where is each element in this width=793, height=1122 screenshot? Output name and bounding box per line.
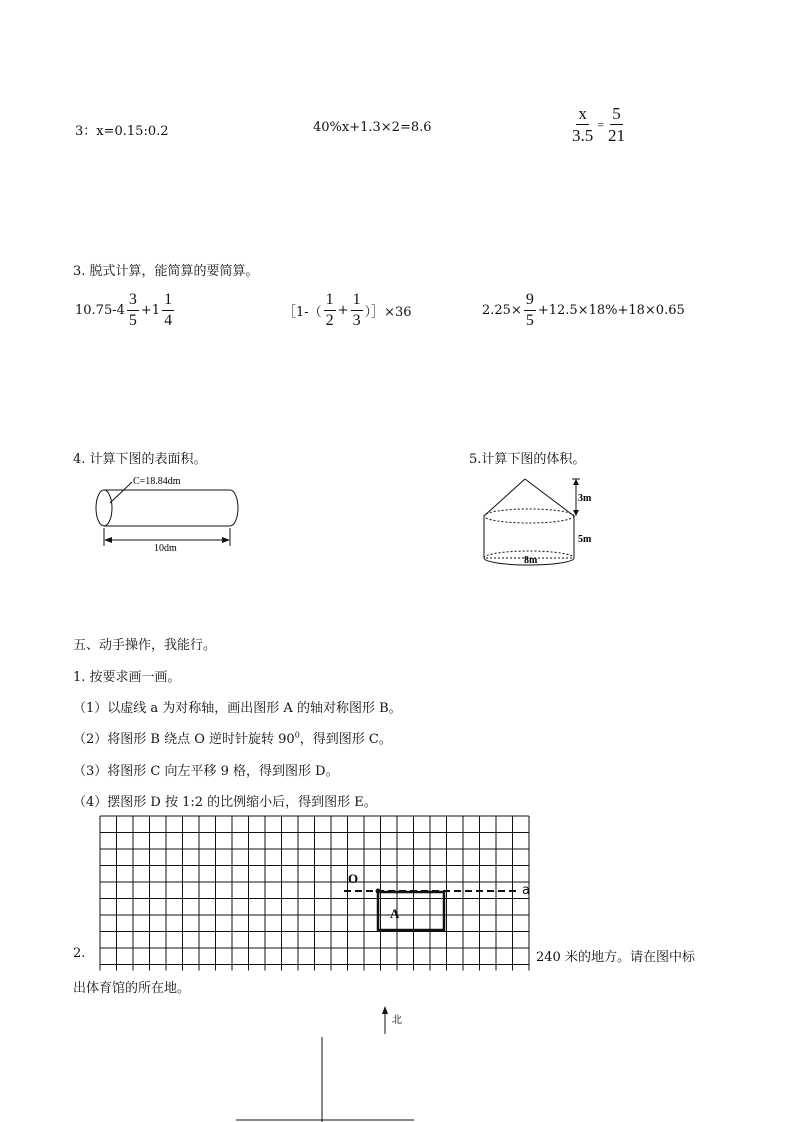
- fraction: [524, 292, 536, 329]
- point-o-label: O: [348, 871, 359, 886]
- denominator: 5: [525, 312, 534, 329]
- cylinder-left-face: [96, 490, 112, 526]
- step-2-text: （2）将图形 B 绕点 O 逆时针旋转 90: [73, 732, 295, 747]
- cylinder-height-label: 5m: [578, 534, 592, 545]
- cone-right-edge: [525, 479, 574, 516]
- step-3: （3）将图形 C 向左平移 9 格，得到图形 D。: [73, 764, 339, 779]
- length-label: 10dm: [154, 543, 177, 554]
- denominator: 3.5: [572, 126, 594, 145]
- arrow-left-icon: [104, 537, 112, 543]
- numerator: 1: [324, 292, 336, 311]
- plus-sign: +: [337, 303, 349, 318]
- fraction: [351, 292, 363, 329]
- equals-sign: =: [597, 117, 605, 132]
- q2-number: 2.: [73, 946, 86, 961]
- equation-3: [568, 105, 629, 144]
- step-2-tail: ，得到图形 C。: [299, 732, 392, 747]
- expression-2: [283, 292, 412, 329]
- q2-tail: 240 米的地方。请在图中标: [536, 950, 695, 965]
- cone-cylinder-figure: [478, 472, 608, 572]
- map-figure: [230, 1000, 430, 1122]
- diameter-label: 8m: [524, 555, 538, 566]
- axis-label-a: a: [522, 883, 530, 898]
- circumference-pointer: [110, 482, 132, 503]
- section3-title: 3. 脱式计算，能简算的要简算。: [73, 264, 259, 279]
- q1-title: 1. 按要求画一画。: [73, 670, 181, 685]
- q2-line2: 出体育馆的所在地。: [73, 981, 191, 996]
- expression-1: [75, 292, 176, 329]
- cylinder-top-ellipse: [484, 509, 574, 523]
- degree-sup: 0: [294, 730, 300, 740]
- numerator: 5: [612, 104, 621, 123]
- equation-2: 40%x+1.3×2=8.6: [313, 120, 432, 135]
- fraction-right: [606, 105, 627, 144]
- numerator: 1: [351, 292, 363, 311]
- denominator: 5: [128, 312, 137, 329]
- shape-a-label: A: [390, 906, 400, 921]
- step-2: [73, 728, 392, 747]
- cone-left-edge: [484, 479, 525, 516]
- denominator: 21: [608, 126, 626, 145]
- fraction: [324, 292, 336, 329]
- section5-title: 5.计算下图的体积。: [469, 452, 586, 467]
- denominator: 4: [164, 312, 173, 329]
- circumference-label: C=18.84dm: [133, 476, 181, 487]
- expr-text: 2.25×: [482, 303, 522, 318]
- numerator: 3: [127, 292, 139, 311]
- numerator: x: [578, 104, 587, 123]
- equation-1: 3：x=0.15:0.2: [75, 124, 169, 139]
- expr-text: ）］×36: [364, 305, 412, 320]
- shape-a: [378, 892, 444, 930]
- fraction-left: [570, 105, 595, 144]
- north-label: 北: [392, 1015, 402, 1026]
- numerator: 9: [524, 292, 536, 311]
- grid-lines: [100, 816, 529, 971]
- section4-title: 4. 计算下图的表面积。: [73, 452, 207, 467]
- denominator: 2: [325, 312, 334, 329]
- arrow-up-icon: [573, 479, 579, 485]
- expr-text: +1: [140, 303, 161, 318]
- fraction: [162, 292, 174, 329]
- expr-text: 10.75-4: [75, 303, 125, 318]
- drawing-grid[interactable]: [98, 814, 538, 974]
- expr-text: +12.5×18%+18×0.65: [537, 303, 685, 318]
- expression-3: [482, 292, 685, 329]
- north-arrow-icon: [382, 1006, 388, 1014]
- step-4: （4）摆图形 D 按 1:2 的比例缩小后，得到图形 E。: [73, 795, 377, 810]
- arrow-right-icon: [222, 537, 230, 543]
- denominator: 3: [352, 312, 361, 329]
- part5-title: 五、动手操作，我能行。: [73, 638, 217, 653]
- numerator: 1: [162, 292, 174, 311]
- step-1: （1）以虚线 a 为对称轴，画出图形 A 的轴对称图形 B。: [73, 701, 402, 716]
- expr-text: ［1-（: [283, 305, 322, 320]
- cylinder-figure: [88, 470, 248, 560]
- cylinder-right-face: [230, 490, 238, 526]
- point-o: [376, 889, 381, 894]
- cone-height-label: 3m: [578, 493, 592, 504]
- fraction: [127, 292, 139, 329]
